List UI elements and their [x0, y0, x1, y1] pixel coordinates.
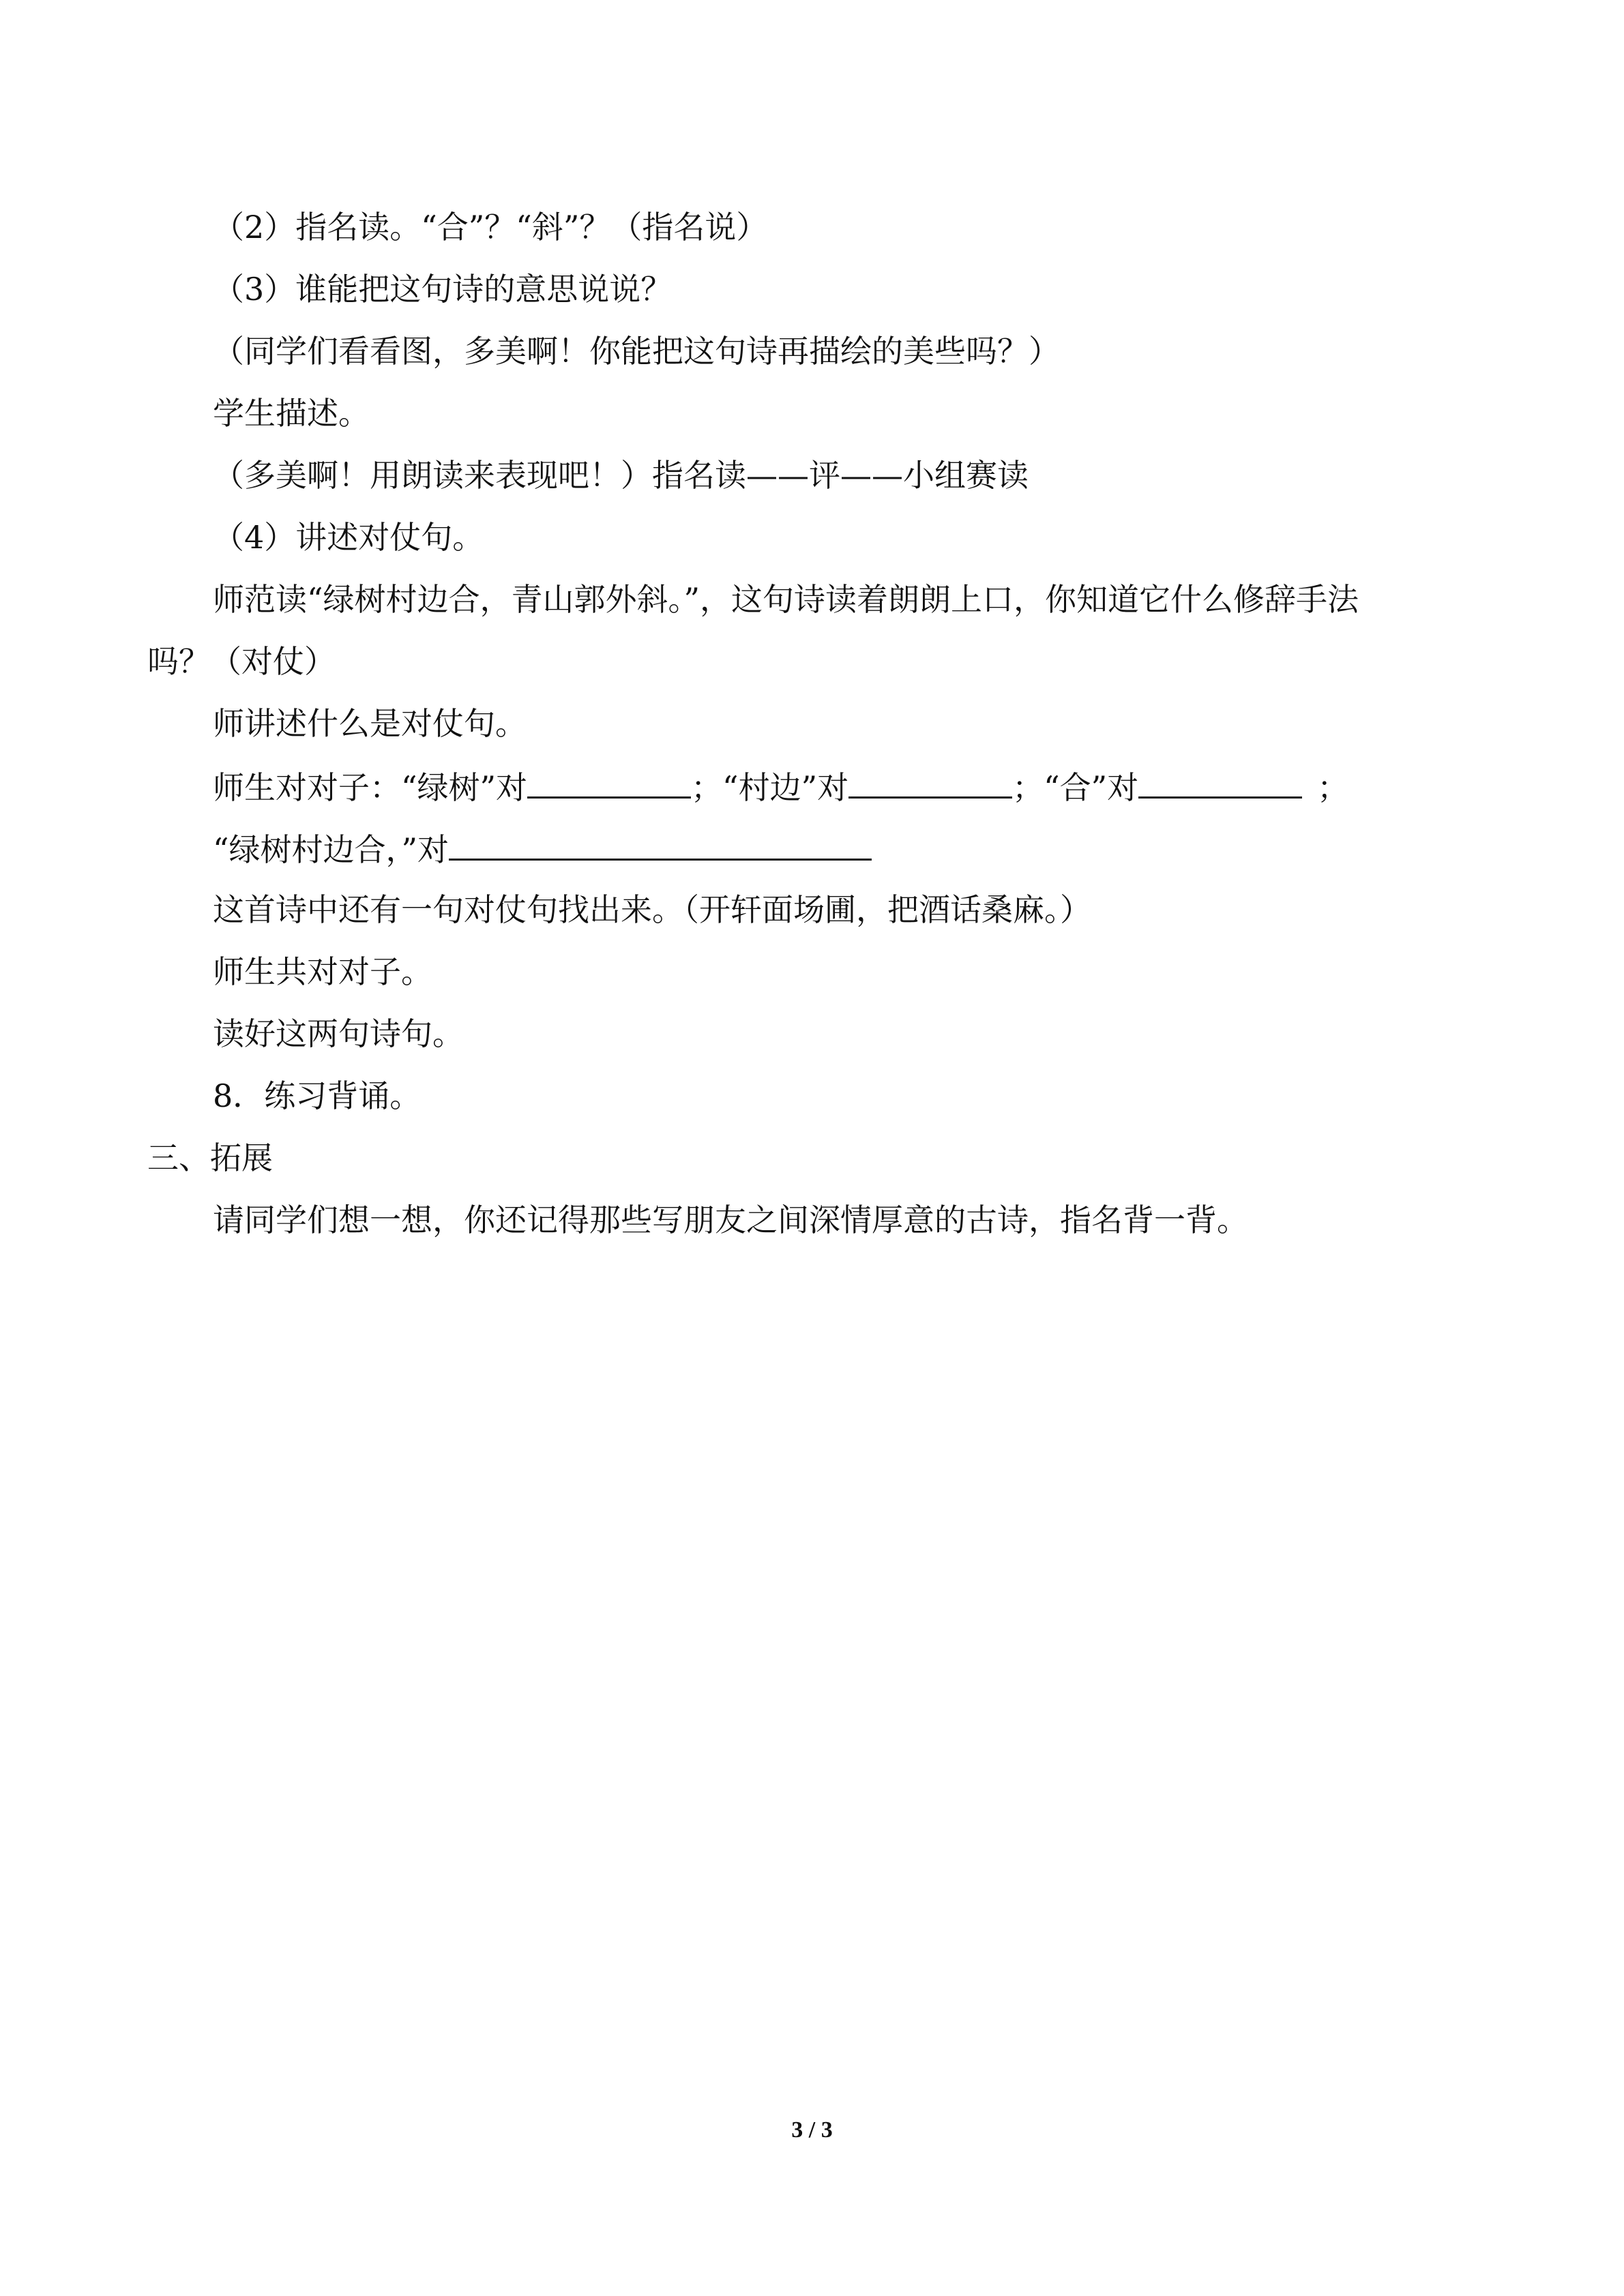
fill-in-line: [147, 766, 1484, 805]
page-number: 3 / 3: [791, 2117, 833, 2143]
text-line: （2）指名读。“合”？“斜”？（指名说）: [213, 209, 768, 245]
answer-blank[interactable]: [449, 829, 872, 861]
text-segment: “绿树村边合，”对: [213, 831, 449, 868]
answer-blank[interactable]: [848, 766, 1012, 799]
answer-blank[interactable]: [1138, 766, 1302, 799]
section-heading: 三、拓展: [147, 1139, 273, 1176]
document-body: [147, 208, 1484, 1263]
text-line: 师生共对对子。: [213, 953, 432, 990]
text-line: （3）谁能把这句诗的意思说说？: [213, 271, 673, 308]
text-line: （多美啊！用朗读来表现吧！）指名读——评——小组赛读: [213, 457, 1029, 494]
text-segment: ；“合”对: [1012, 769, 1139, 806]
text-line: 请同学们想一想，你还记得那些写朋友之间深情厚意的古诗，指名背一背。: [213, 1202, 1248, 1238]
text-line: 读好这两句诗句。: [213, 1015, 464, 1052]
text-line: 这首诗中还有一句对仗句找出来。（开轩面场圃，把酒话桑麻。）: [213, 891, 1091, 928]
text-segment: ；“村边”对: [691, 769, 849, 806]
text-segment: 师生对对子：“绿树”对: [213, 769, 528, 806]
text-line: 吗？（对仗）: [147, 643, 336, 680]
answer-blank[interactable]: [527, 766, 691, 799]
text-segment: ；: [1317, 769, 1349, 806]
fill-in-line: [147, 829, 1484, 867]
text-line: 8．练习背诵。: [213, 1077, 422, 1114]
text-line: （同学们看看图，多美啊！你能把这句诗再描绘的美些吗？）: [213, 333, 1060, 370]
text-line: 师范读“绿树村边合，青山郭外斜。”，这句诗读着朗朗上口，你知道它什么修辞手法: [213, 581, 1359, 618]
text-line: （4）讲述对仗句。: [213, 519, 484, 556]
text-line: 学生描述。: [213, 395, 370, 432]
text-line: 师讲述什么是对仗句。: [213, 705, 527, 742]
